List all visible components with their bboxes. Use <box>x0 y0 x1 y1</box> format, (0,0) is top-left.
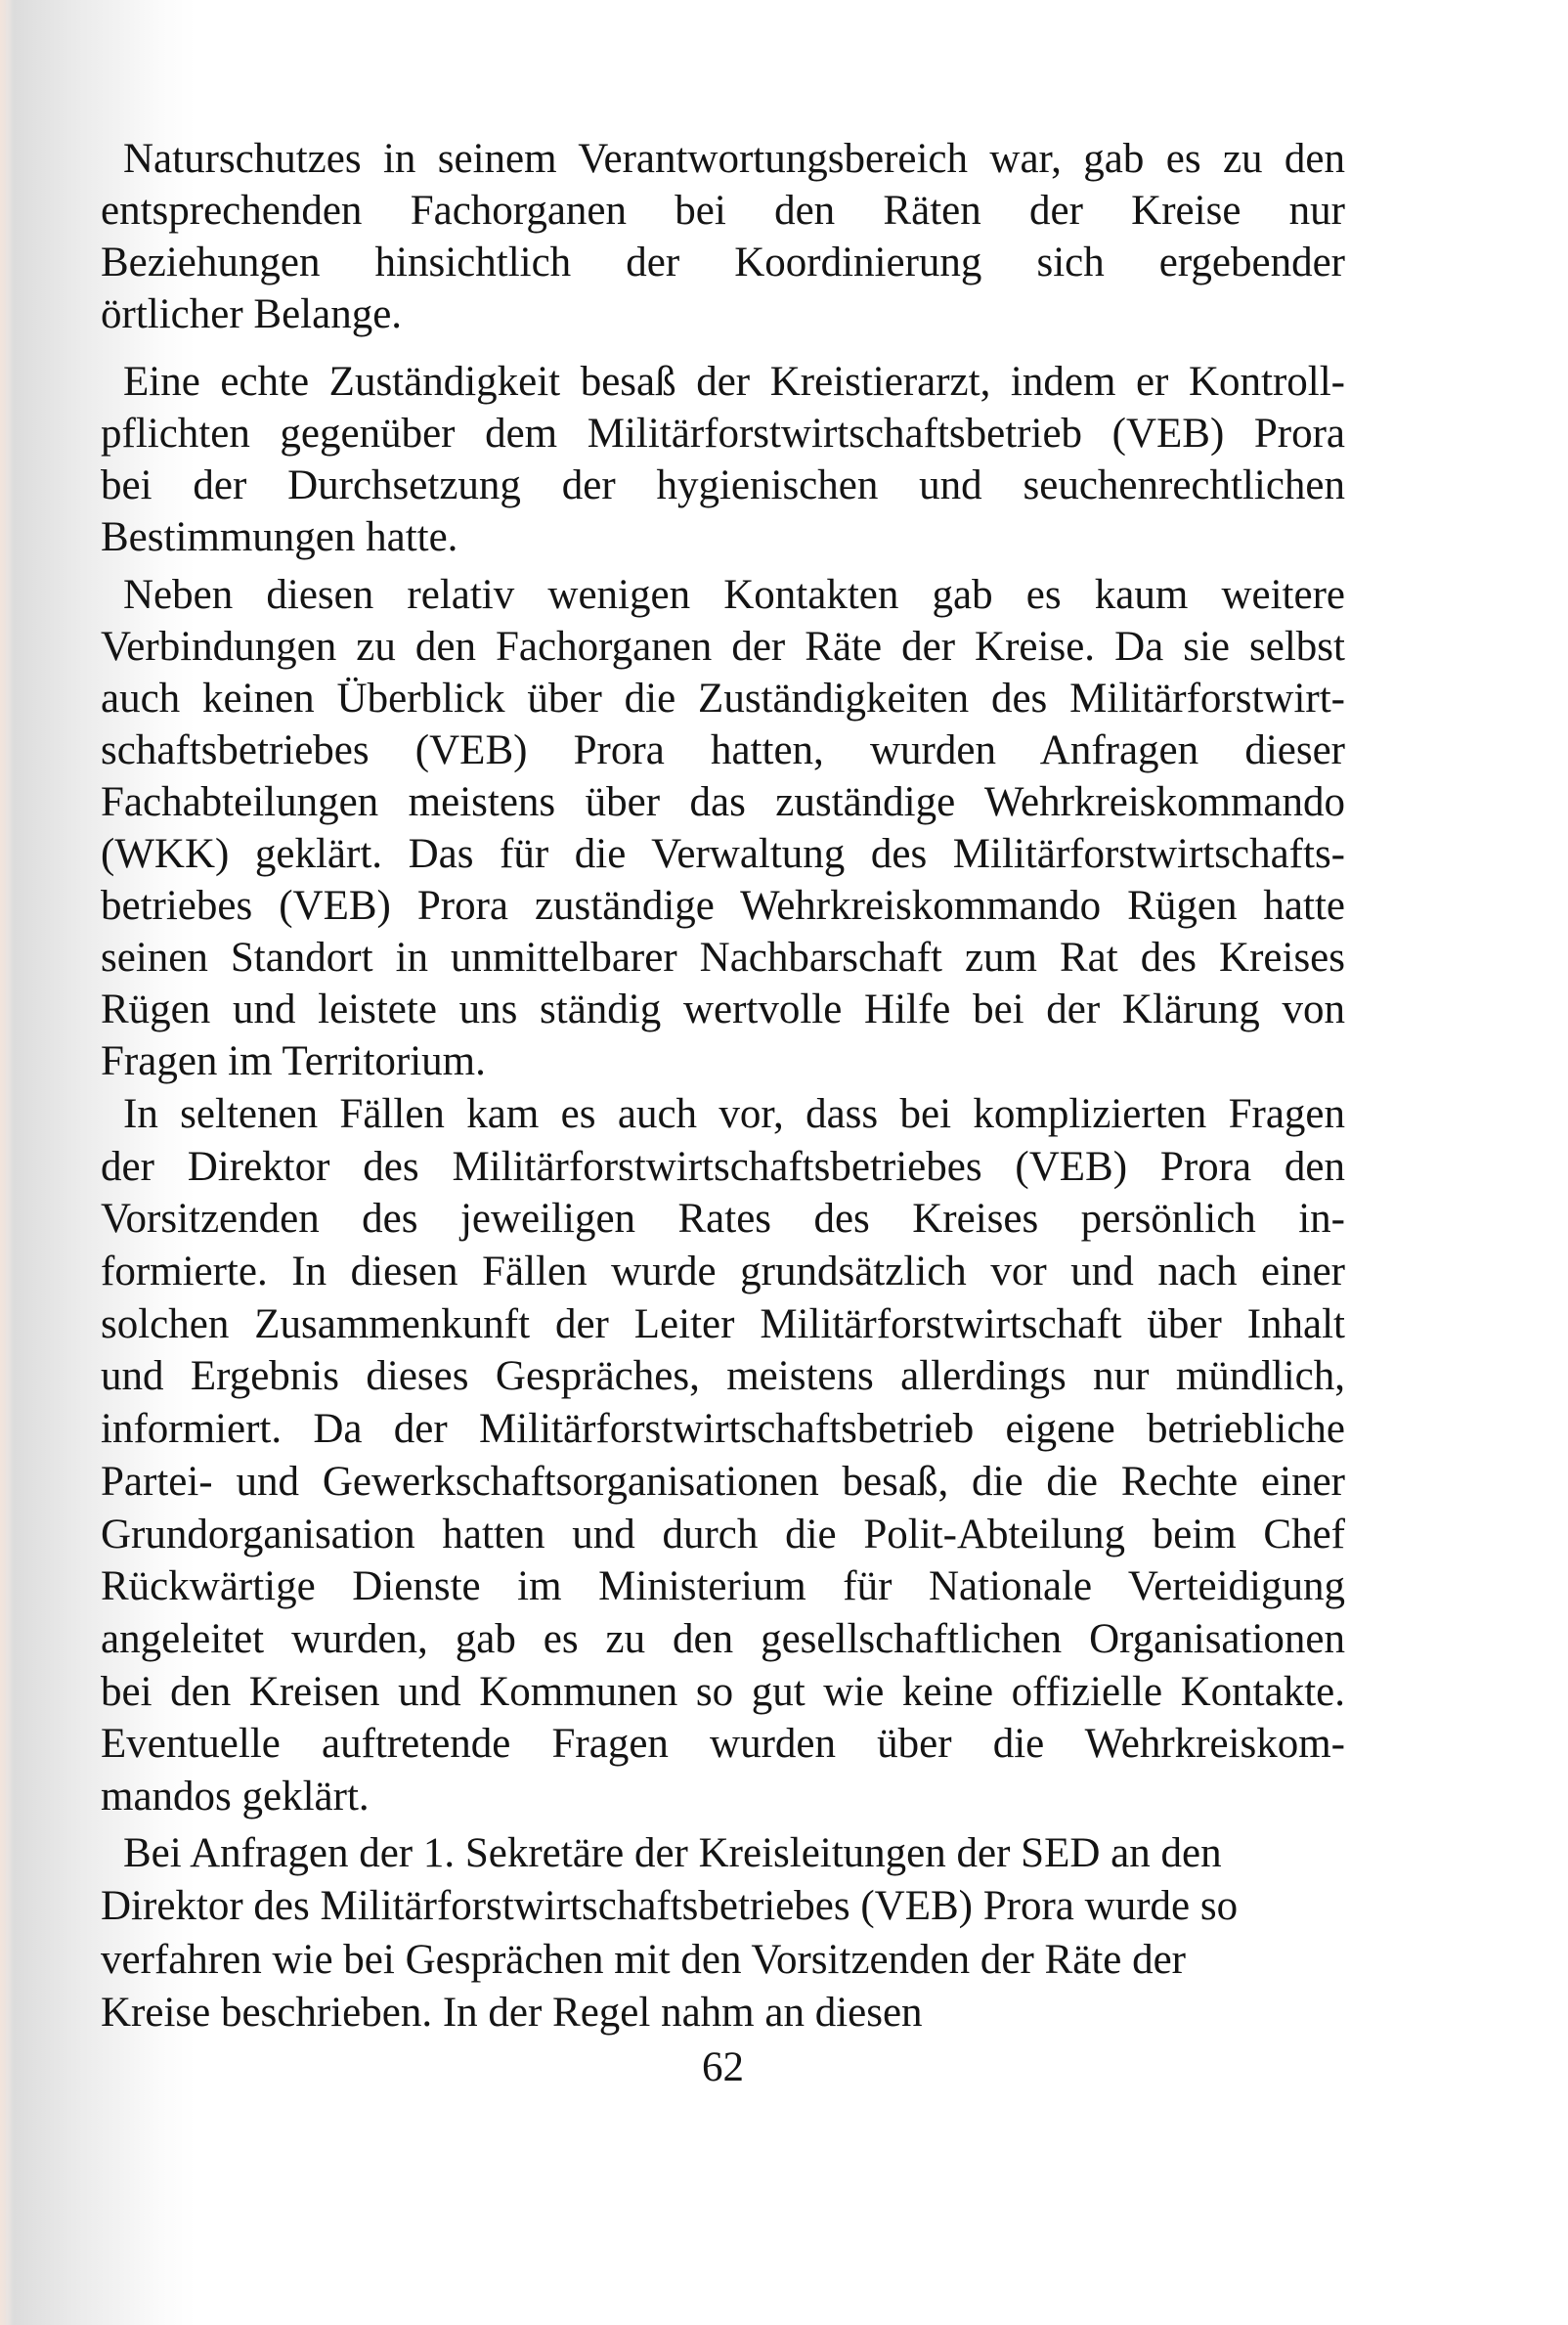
text-line: der Direktor des Militärforstwirtschaftsbetriebes (VEB) Prora den <box>101 1143 1345 1190</box>
paragraph-naturschutz <box>101 133 1345 340</box>
text-line: In seltenen Fällen kam es auch vor, dass bei komplizierten Fragen <box>123 1091 1345 1137</box>
text-line: Eventuelle auftretende Fragen wurden über die Wehrkreiskom- <box>101 1721 1345 1768</box>
text-line: pflichten gegenüber dem Militärforstwirtschaftsbetrieb (VEB) Prora <box>101 411 1345 457</box>
text-line: Verbindungen zu den Fachorganen der Räte der Kreise. Da sie selbst <box>101 624 1345 670</box>
paragraph-direktor <box>101 1088 1345 1823</box>
text-line: betriebes (VEB) Prora zuständige Wehrkreiskommando Rügen hatte <box>101 883 1345 929</box>
text-line: (WKK) geklärt. Das für die Verwaltung des Militärforstwirtschafts- <box>101 831 1345 877</box>
text-line: solchen Zusammenkunft der Leiter Militärforstwirtschaft über Inhalt <box>101 1300 1345 1347</box>
text-line: Vorsitzenden des jeweiligen Rates des Kreises persönlich in- <box>101 1196 1345 1243</box>
text-line: und Ergebnis dieses Gespräches, meistens allerdings nur mündlich, <box>101 1353 1345 1400</box>
text-line: Eine echte Zuständigkeit besaß der Kreistierarzt, indem er Kontroll- <box>123 359 1345 405</box>
text-line: Fragen im Territorium. <box>101 1038 486 1084</box>
text-line: bei der Durchsetzung der hygienischen und seuchenrechtlichen <box>101 462 1345 508</box>
text-line: angeleitet wurden, gab es zu den gesellschaftlichen Organisationen <box>101 1615 1345 1662</box>
page-body <box>101 133 1345 2040</box>
paragraph-sed-anfragen <box>101 1827 1345 2040</box>
text-line: Bei Anfragen der 1. Sekretäre der Kreisleitungen der SED an den <box>123 1829 1222 1876</box>
text-line: Grundorganisation hatten und durch die Polit-Abteilung beim Chef <box>101 1511 1345 1557</box>
text-line: Partei- und Gewerkschaftsorganisationen besaß, die die Rechte einer <box>101 1458 1345 1505</box>
page-number: 62 <box>702 2044 744 2090</box>
paragraph-kreistierarzt <box>101 356 1345 563</box>
paragraph-wehrkreiskommando <box>101 569 1345 1087</box>
text-line: Bestimmungen hatte. <box>101 514 458 560</box>
text-line: Direktor des Militärforstwirtschaftsbetriebes (VEB) Prora wurde so <box>101 1883 1239 1930</box>
text-line: mandos geklärt. <box>101 1773 370 1820</box>
text-line: seinen Standort in unmittelbarer Nachbarschaft zum Rat des Kreises <box>101 935 1345 981</box>
text-line: örtlicher Belange. <box>101 291 403 337</box>
text-line: Beziehungen hinsichtlich der Koordinierung sich ergebender <box>101 240 1345 285</box>
text-line: Rückwärtige Dienste im Ministerium für Nationale Verteidigung <box>101 1563 1345 1610</box>
text-line: Naturschutzes in seinem Verantwortungsbereich war, gab es zu den <box>123 136 1345 182</box>
text-line: entsprechenden Fachorganen bei den Räten der Kreise nur <box>101 188 1345 234</box>
text-line: Neben diesen relativ wenigen Kontakten gab es kaum weitere <box>123 572 1345 618</box>
text-line: verfahren wie bei Gesprächen mit den Vorsitzenden der Räte der <box>101 1936 1187 1983</box>
text-line: auch keinen Überblick über die Zuständigkeiten des Militärforstwirt- <box>101 676 1345 722</box>
text-line: Kreise beschrieben. In der Regel nahm an diesen <box>101 1990 923 2037</box>
text-line: bei den Kreisen und Kommunen so gut wie keine offizielle Kontakte. <box>101 1668 1345 1715</box>
text-line: informiert. Da der Militärforstwirtschaftsbetrieb eigene betriebliche <box>101 1406 1345 1453</box>
text-line: schaftsbetriebes (VEB) Prora hatten, wurden Anfragen dieser <box>101 727 1345 773</box>
text-line: formierte. In diesen Fällen wurde grundsätzlich vor und nach einer <box>101 1249 1345 1295</box>
text-line: Fachabteilungen meistens über das zuständige Wehrkreiskommando <box>101 779 1345 825</box>
text-line: Rügen und leistete uns ständig wertvolle Hilfe bei der Klärung von <box>101 987 1345 1032</box>
